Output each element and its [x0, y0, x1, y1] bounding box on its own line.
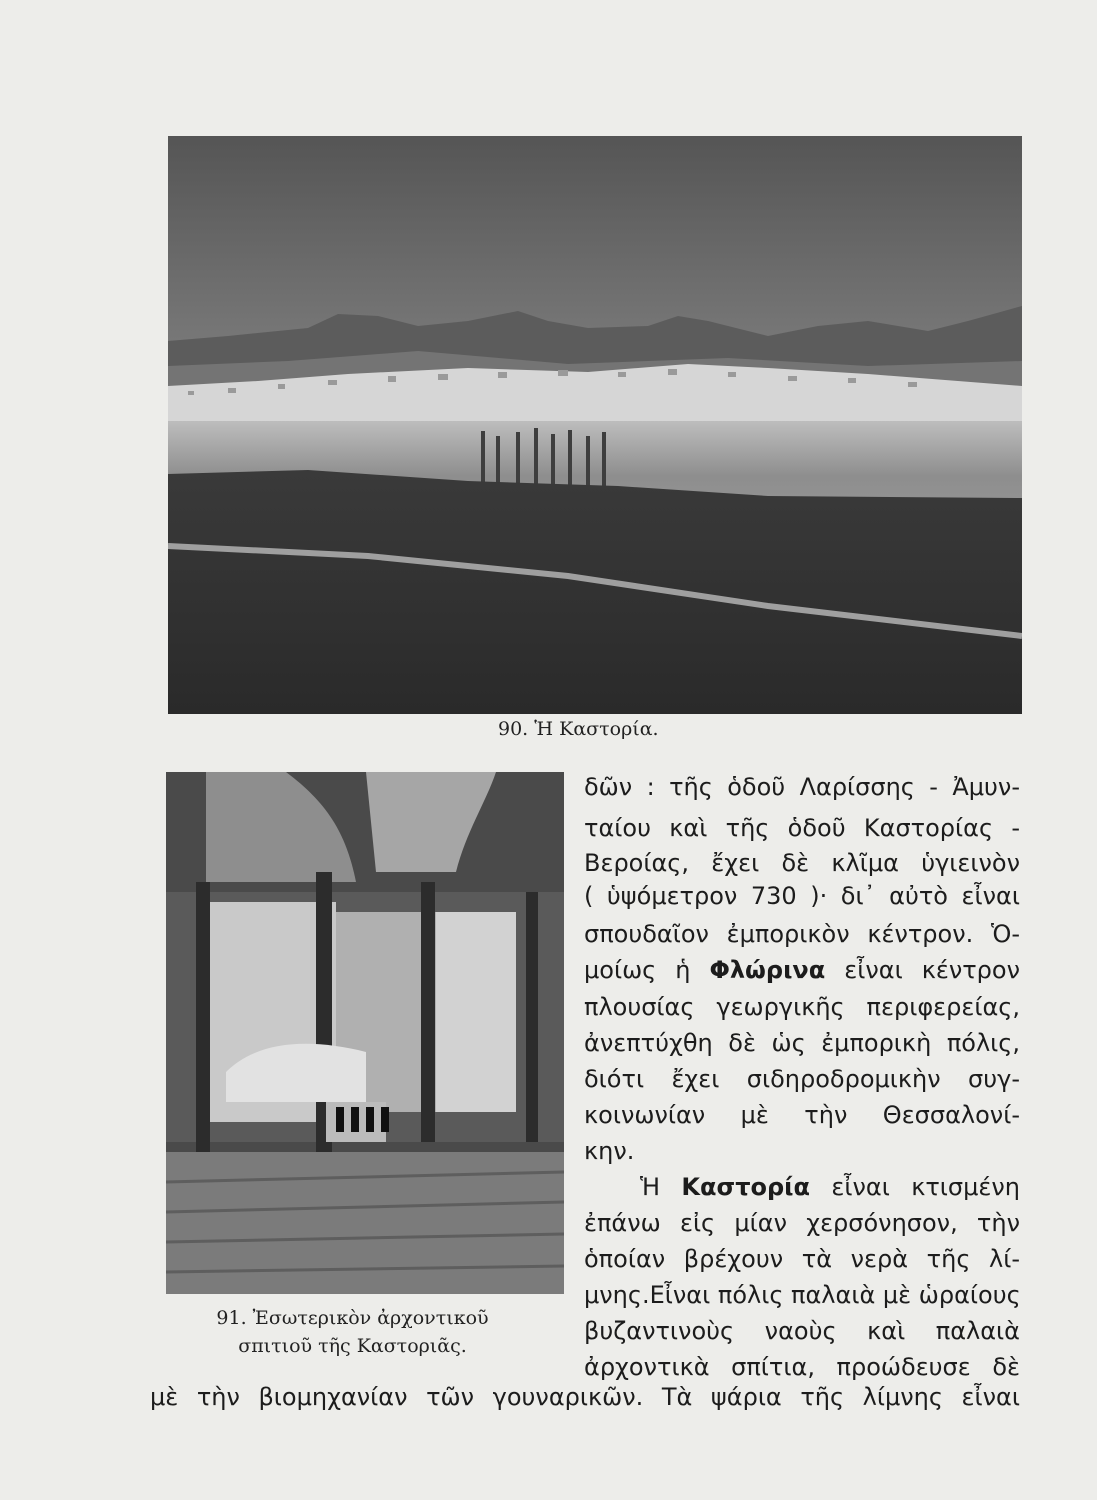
text-span: εἶναι κέντρον [825, 956, 1020, 984]
text-line: ( ὑψόμετρον 730 )· δι᾽ αὐτὸ εἶναι [584, 882, 1020, 910]
text-line [584, 953, 1020, 987]
kastoria-landscape-photo [168, 136, 1022, 714]
florina-bold: Φλώρινα [709, 956, 826, 984]
text-line: Βεροίας, ἔχει δὲ κλῖμα ὑγιεινὸν [584, 849, 1020, 877]
text-line: σπουδαῖον ἐμπορικὸν κέντρον. Ὁ- [584, 920, 1020, 948]
interior-image [166, 772, 564, 1294]
text-line: ὁποίαν βρέχουν τὰ νερὰ τῆς λί- [584, 1245, 1020, 1273]
text-line [640, 1170, 1020, 1204]
figure-91-caption [185, 1304, 520, 1360]
landscape-image [168, 136, 1022, 714]
text-line: ταίου καὶ τῆς ὁδοῦ Καστορίας - [584, 814, 1020, 842]
figure-91-caption-line-1: 91. Ἐσωτερικὸν ἀρχοντικοῦ [216, 1307, 489, 1329]
kastoria-bold: Καστορία [681, 1173, 811, 1201]
text-span: εἶναι κτισμένη [810, 1173, 1020, 1201]
text-line-full-width: μὲ τὴν βιομηχανίαν τῶν γουναρικῶν. Τὰ ψάρια τῆς λίμνης εἶναι [150, 1383, 1020, 1411]
mansion-interior-photo [166, 772, 564, 1294]
text-span: μοίως ἡ [584, 956, 710, 984]
text-line: διότι ἔχει σιδηροδρομικὴν συγ- [584, 1065, 1020, 1093]
text-line: δῶν : τῆς ὁδοῦ Λαρίσσης - Ἀμυν- [584, 773, 1020, 801]
text-line: πλουσίας γεωργικῆς περιφερείας, [584, 993, 1020, 1021]
text-line: ἀνεπτύχθη δὲ ὡς ἐμπορικὴ πόλις, [584, 1029, 1020, 1057]
figure-91-caption-line-2: σπιτιοῦ τῆς Καστοριᾶς. [238, 1335, 467, 1357]
text-span: Ἡ [640, 1173, 682, 1201]
text-line: κην. [584, 1137, 635, 1165]
text-line: ἀρχοντικὰ σπίτια, προώδευσε δὲ [584, 1353, 1020, 1381]
text-line: κοινωνίαν μὲ τὴν Θεσσαλονί- [584, 1101, 1020, 1129]
text-line: μνης.Εἶναι πόλις παλαιὰ μὲ ὡραίους [584, 1281, 1021, 1309]
text-line: ἐπάνω εἰς μίαν χερσόνησον, τὴν [584, 1209, 1020, 1237]
text-line: βυζαντινοὺς ναοὺς καὶ παλαιὰ [584, 1317, 1020, 1345]
figure-90-caption: 90. Ἡ Καστορία. [498, 718, 659, 740]
